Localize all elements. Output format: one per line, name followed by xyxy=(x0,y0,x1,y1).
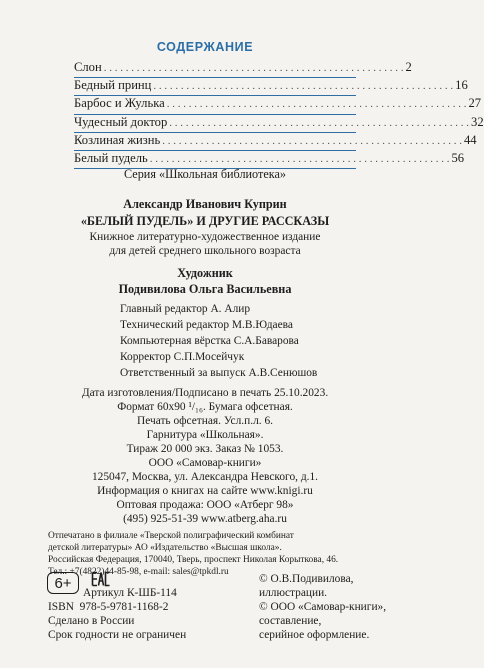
author-name: Александр Иванович Куприн xyxy=(123,197,287,211)
toc-item: Белый пудель . . . . . . . . . . . . . . . . . . . . . . . . . . . . . . . . . . . . . . . . . . . . . . . . . . . . . . . 56 xyxy=(74,151,356,169)
credit-line: Корректор С.П.Мосейчук xyxy=(120,351,245,363)
artist-label: Художник xyxy=(177,266,233,280)
printer-line: Тел.: +7(4822)44-85-98, e-mail: sales@tpkdl.ru xyxy=(48,567,229,577)
copyright-line: иллюстрации. xyxy=(259,587,328,599)
imprint-line: Гарнитура «Школьная». xyxy=(146,429,264,441)
credit-line: Главный редактор А. Алир xyxy=(120,303,251,315)
toc-item: Чудесный доктор . . . . . . . . . . . . . . . . . . . . . . . . . . . . . . . . . . . . . . . . . . . . . . . . . . . . . . . 32 xyxy=(74,115,356,133)
toc-item: Бедный принц . . . . . . . . . . . . . . . . . . . . . . . . . . . . . . . . . . . . . . . . . . . . . . . . . . . . . . . 16 xyxy=(74,78,356,96)
article-block xyxy=(48,586,186,642)
credit-line: Компьютерная вёрстка С.А.Баварова xyxy=(120,335,299,347)
copyright-block xyxy=(259,572,386,642)
credit-line: Ответственный за выпуск А.В.Сенюшов xyxy=(120,367,318,379)
copyright-line: © ООО «Самовар-книги», xyxy=(259,601,387,613)
book-title: «БЕЛЫЙ ПУДЕЛЬ» И ДРУГИЕ РАССКАЗЫ xyxy=(80,214,330,228)
made-in: Сделано в России xyxy=(48,615,135,627)
toc-title: СОДЕРЖАНИЕ xyxy=(156,40,254,54)
toc-item: Барбос и Жулька . . . . . . . . . . . . . . . . . . . . . . . . . . . . . . . . . . . . . . . . . . . . . . . . . . . . . . . 27 xyxy=(74,96,356,114)
wholesale-line: Оптовая продажа: ООО «Атберг 98» xyxy=(116,499,294,511)
edition-line: для детей среднего школьного возраста xyxy=(109,245,301,257)
imprint-line: Формат 60х90 ¹/₁₆. Бумага офсетная. xyxy=(117,401,293,413)
edition-line: Книжное литературно-художественное издание xyxy=(89,231,321,243)
table-of-contents xyxy=(74,60,484,169)
imprint-line: Дата изготовления/Подписано в печать 25.10.2023. xyxy=(81,387,329,399)
copyright-line: © О.В.Подивилова, xyxy=(259,573,354,585)
imprint-line: Печать офсетная. Усл.п.л. 6. xyxy=(136,415,274,427)
age-rating-badge: 6+ xyxy=(47,572,79,594)
printer-line: Российская Федерация, 170040, Тверь, проспект Николая Корыткова, 46. xyxy=(48,555,339,565)
eac-mark-icon xyxy=(91,571,111,587)
isbn: ISBN 978-5-9781-1168-2 xyxy=(48,601,169,613)
publisher-name: ООО «Самовар-книги» xyxy=(148,457,262,469)
article-number: Артикул К-ШБ-114 xyxy=(83,587,177,599)
printer-line: Отпечатано в филиале «Тверской полиграфический комбинат xyxy=(48,531,294,541)
copyright-line: составление, xyxy=(259,615,322,627)
series-name: Серия «Школьная библиотека» xyxy=(124,167,286,181)
imprint-line: Тираж 20 000 экз. Заказ № 1053. xyxy=(126,443,284,455)
wholesale-contacts: (495) 925-51-39 www.atberg.aha.ru xyxy=(123,513,287,525)
toc-item: Козлиная жизнь . . . . . . . . . . . . . . . . . . . . . . . . . . . . . . . . . . . . . . . . . . . . . . . . . . . . . . . 44 xyxy=(74,133,356,151)
credit-line: Технический редактор М.В.Юдаева xyxy=(120,319,293,331)
toc-item: Слон . . . . . . . . . . . . . . . . . . . . . . . . . . . . . . . . . . . . . . . . . . . . . . . . . . . . . . . 2 xyxy=(74,60,356,78)
shelf-life: Срок годности не ограничен xyxy=(48,629,187,641)
publisher-website: Информация о книгах на сайте www.knigi.ru xyxy=(97,485,313,497)
copyright-line: серийное оформление. xyxy=(259,629,370,641)
credits-block xyxy=(120,302,317,382)
artist-name: Подивилова Ольга Васильевна xyxy=(118,282,292,296)
printer-line: детской литературы» АО «Издательство «Высшая школа». xyxy=(48,543,282,553)
publisher-address: 125047, Москва, ул. Александра Невского, д.1. xyxy=(91,471,319,483)
